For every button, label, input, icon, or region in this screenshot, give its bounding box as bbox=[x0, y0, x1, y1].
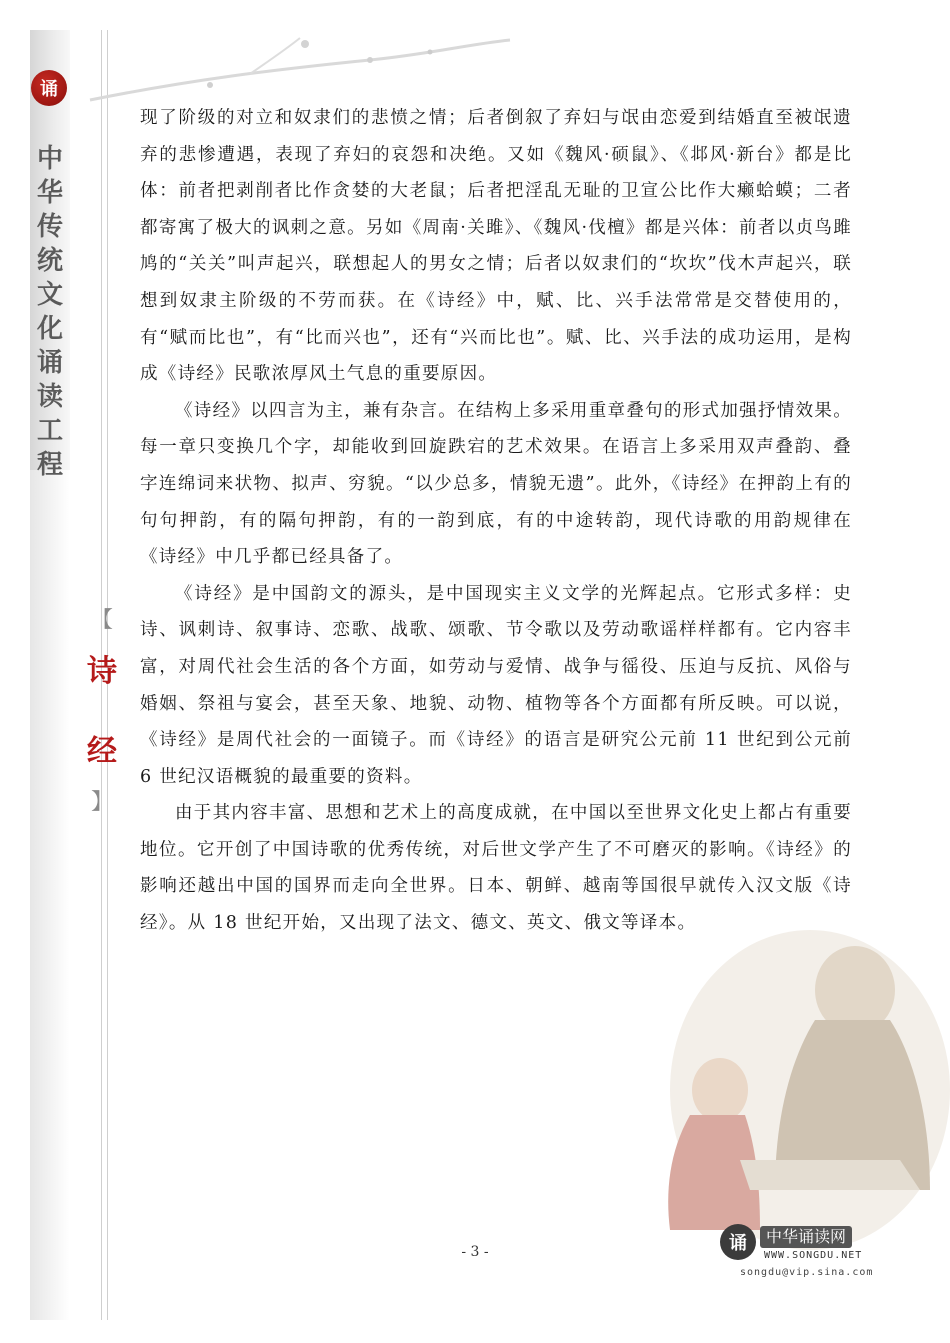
title-char: 读 bbox=[36, 382, 63, 412]
page-number: - 3 - bbox=[461, 1244, 489, 1260]
logo-seal-icon: 诵 bbox=[720, 1224, 756, 1260]
seal-icon: 诵 bbox=[31, 70, 67, 106]
book-title-vertical bbox=[80, 610, 124, 814]
title-char: 化 bbox=[36, 314, 63, 344]
title-char: 程 bbox=[36, 450, 63, 480]
site-logo bbox=[720, 1224, 885, 1284]
title-char: 诵 bbox=[36, 348, 63, 378]
book-char: 诗 bbox=[87, 654, 117, 689]
vertical-series-title bbox=[28, 142, 72, 482]
title-char: 传 bbox=[36, 212, 63, 242]
bracket-close: 】 bbox=[90, 790, 113, 815]
paragraph: 《诗经》以四言为主，兼有杂言。在结构上多采用重章叠句的形式加强抒情效果。每一章只变换几个字，却能收到回旋跌宕的艺术效果。在语言上多采用双声叠韵、叠字连绵词来状物、拟声、穷貌。“以少总多，情貌无遗”。此外，《诗经》在押韵上有的句句押韵，有的隔句押韵，有的一韵到底，有的中途转韵，现代诗歌的用韵规律在《诗经》中几乎都已经具备了。 bbox=[140, 400, 852, 568]
book-char: 经 bbox=[87, 734, 117, 769]
body-text bbox=[140, 100, 852, 942]
logo-url: WWW.SONGDU.NET bbox=[764, 1250, 863, 1261]
title-char: 中 bbox=[36, 144, 63, 174]
title-char: 华 bbox=[36, 178, 63, 208]
bracket-open: 【 bbox=[90, 608, 113, 633]
title-char: 工 bbox=[36, 416, 63, 446]
logo-email: songdu@vip.sina.com bbox=[740, 1267, 874, 1278]
paragraph: 《诗经》是中国韵文的源头，是中国现实主义文学的光辉起点。它形式多样：史诗、讽刺诗、叙事诗、恋歌、战歌、颂歌、节令歌以及劳动歌谣样样都有。它内容丰富，对周代社会生活的各个方面，如劳动与爱情、战争与徭役、压迫与反抗、风俗与婚姻、祭祖与宴会，甚至天象、地貌、动物、植物等各个方面都有所反映。可以说，《诗经》是周代社会的一面镜子。而《诗经》的语言是研究公元前 11 世纪到公元前 6 世纪汉语概貌的最重要的资料。 bbox=[140, 583, 852, 787]
paragraph: 由于其内容丰富、思想和艺术上的高度成就，在中国以至世界文化史上都占有重要地位。它开创了中国诗歌的优秀传统，对后世文学产生了不可磨灭的影响。《诗经》的影响还越出中国的国界而走向全世界。日本、朝鲜、越南等国很早就传入汉文版《诗经》。从 18 世纪开始，又出现了法文、德文、英文、俄文等译本。 bbox=[140, 803, 852, 934]
title-char: 统 bbox=[36, 246, 63, 276]
paragraph: 现了阶级的对立和奴隶们的悲愤之情；后者倒叙了弃妇与氓由恋爱到结婚直至被氓遗弃的悲惨遭遇，表现了弃妇的哀怨和决绝。又如《魏风·硕鼠》、《邶风·新台》都是比体：前者把剥削者比作贪婪的大老鼠；后者把淫乱无耻的卫宣公比作大癞蛤蟆；二者都寄寓了极大的讽刺之意。另如《周南·关雎》、《魏风·伐檀》都是兴体：前者以贞鸟雎鸠的“关关”叫声起兴，联想起人的男女之情；后者以奴隶们的“坎坎”伐木声起兴，联想到奴隶主阶级的不劳而获。在《诗经》中，赋、比、兴手法常常是交替使用的，有“赋而比也”，有“比而兴也”，还有“兴而比也”。赋、比、兴手法的成功运用，是构成《诗经》民歌浓厚风土气息的重要原因。 bbox=[140, 108, 852, 385]
logo-name: 中华诵读网 bbox=[760, 1226, 852, 1248]
title-char: 文 bbox=[36, 280, 63, 310]
